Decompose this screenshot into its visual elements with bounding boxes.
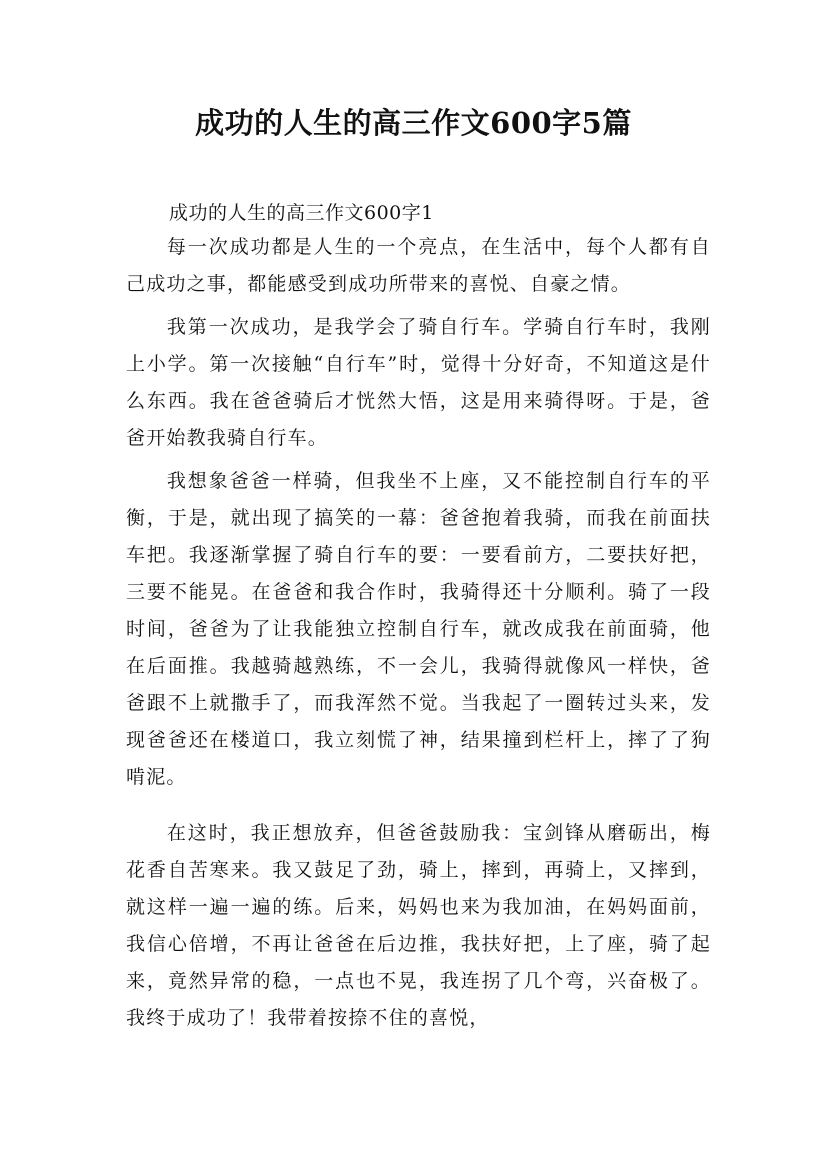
paragraph-1	[126, 229, 711, 303]
paragraph-3	[126, 463, 711, 796]
paragraph-text: 每一次成功都是人生的一个亮点，在生活中，每个人都有自己成功之事，都能感受到成功所带来的喜悦、自豪之情。	[126, 236, 711, 295]
section-heading: 成功的人生的高三作文600字1	[169, 202, 434, 224]
document-title: 成功的人生的高三作文600字5篇	[195, 106, 632, 140]
paragraph-text: 我想象爸爸一样骑，但我坐不上座，又不能控制自行车的平衡，于是，就出现了搞笑的一幕：爸爸抱着我骑，而我在前面扶车把。我逐渐掌握了骑自行车的要：一要看前方，二要扶好把，三要不能晃。在爸爸和我合作时，我骑得还十分顺利。骑了一段时间，爸爸为了让我能独立控制自行车，就改成我在前面骑，他在后面推。我越骑越熟练，不一会儿，我骑得就像风一样快，爸爸跟不上就撒手了，而我浑然不觉。当我起了一圈转过头来，发现爸爸还在楼道口，我立刻慌了神，结果撞到栏杆上，摔了了狗啃泥。	[126, 470, 711, 788]
paragraph-text: 在这时，我正想放弃，但爸爸鼓励我：宝剑锋从磨砺出，梅花香自苦寒来。我又鼓足了劲，骑上，摔到，再骑上，又摔到，就这样一遍一遍的练。后来，妈妈也来为我加油，在妈妈面前，我信心倍增，不再让爸爸在后边推，我扶好把，上了座，骑了起来，竟然异常的稳，一点也不晃，我连拐了几个弯，兴奋极了。我终于成功了！我带着按捺不住的喜悦，	[126, 822, 711, 1029]
paragraph-4	[126, 815, 711, 1037]
paragraph-text: 我第一次成功，是我学会了骑自行车。学骑自行车时，我刚上小学。第一次接触“自行车”时，觉得十分好奇，不知道这是什么东西。我在爸爸骑后才恍然大悟，这是用来骑得呀。于是，爸爸开始教我骑自行车。	[126, 316, 711, 449]
paragraph-2	[126, 309, 711, 457]
